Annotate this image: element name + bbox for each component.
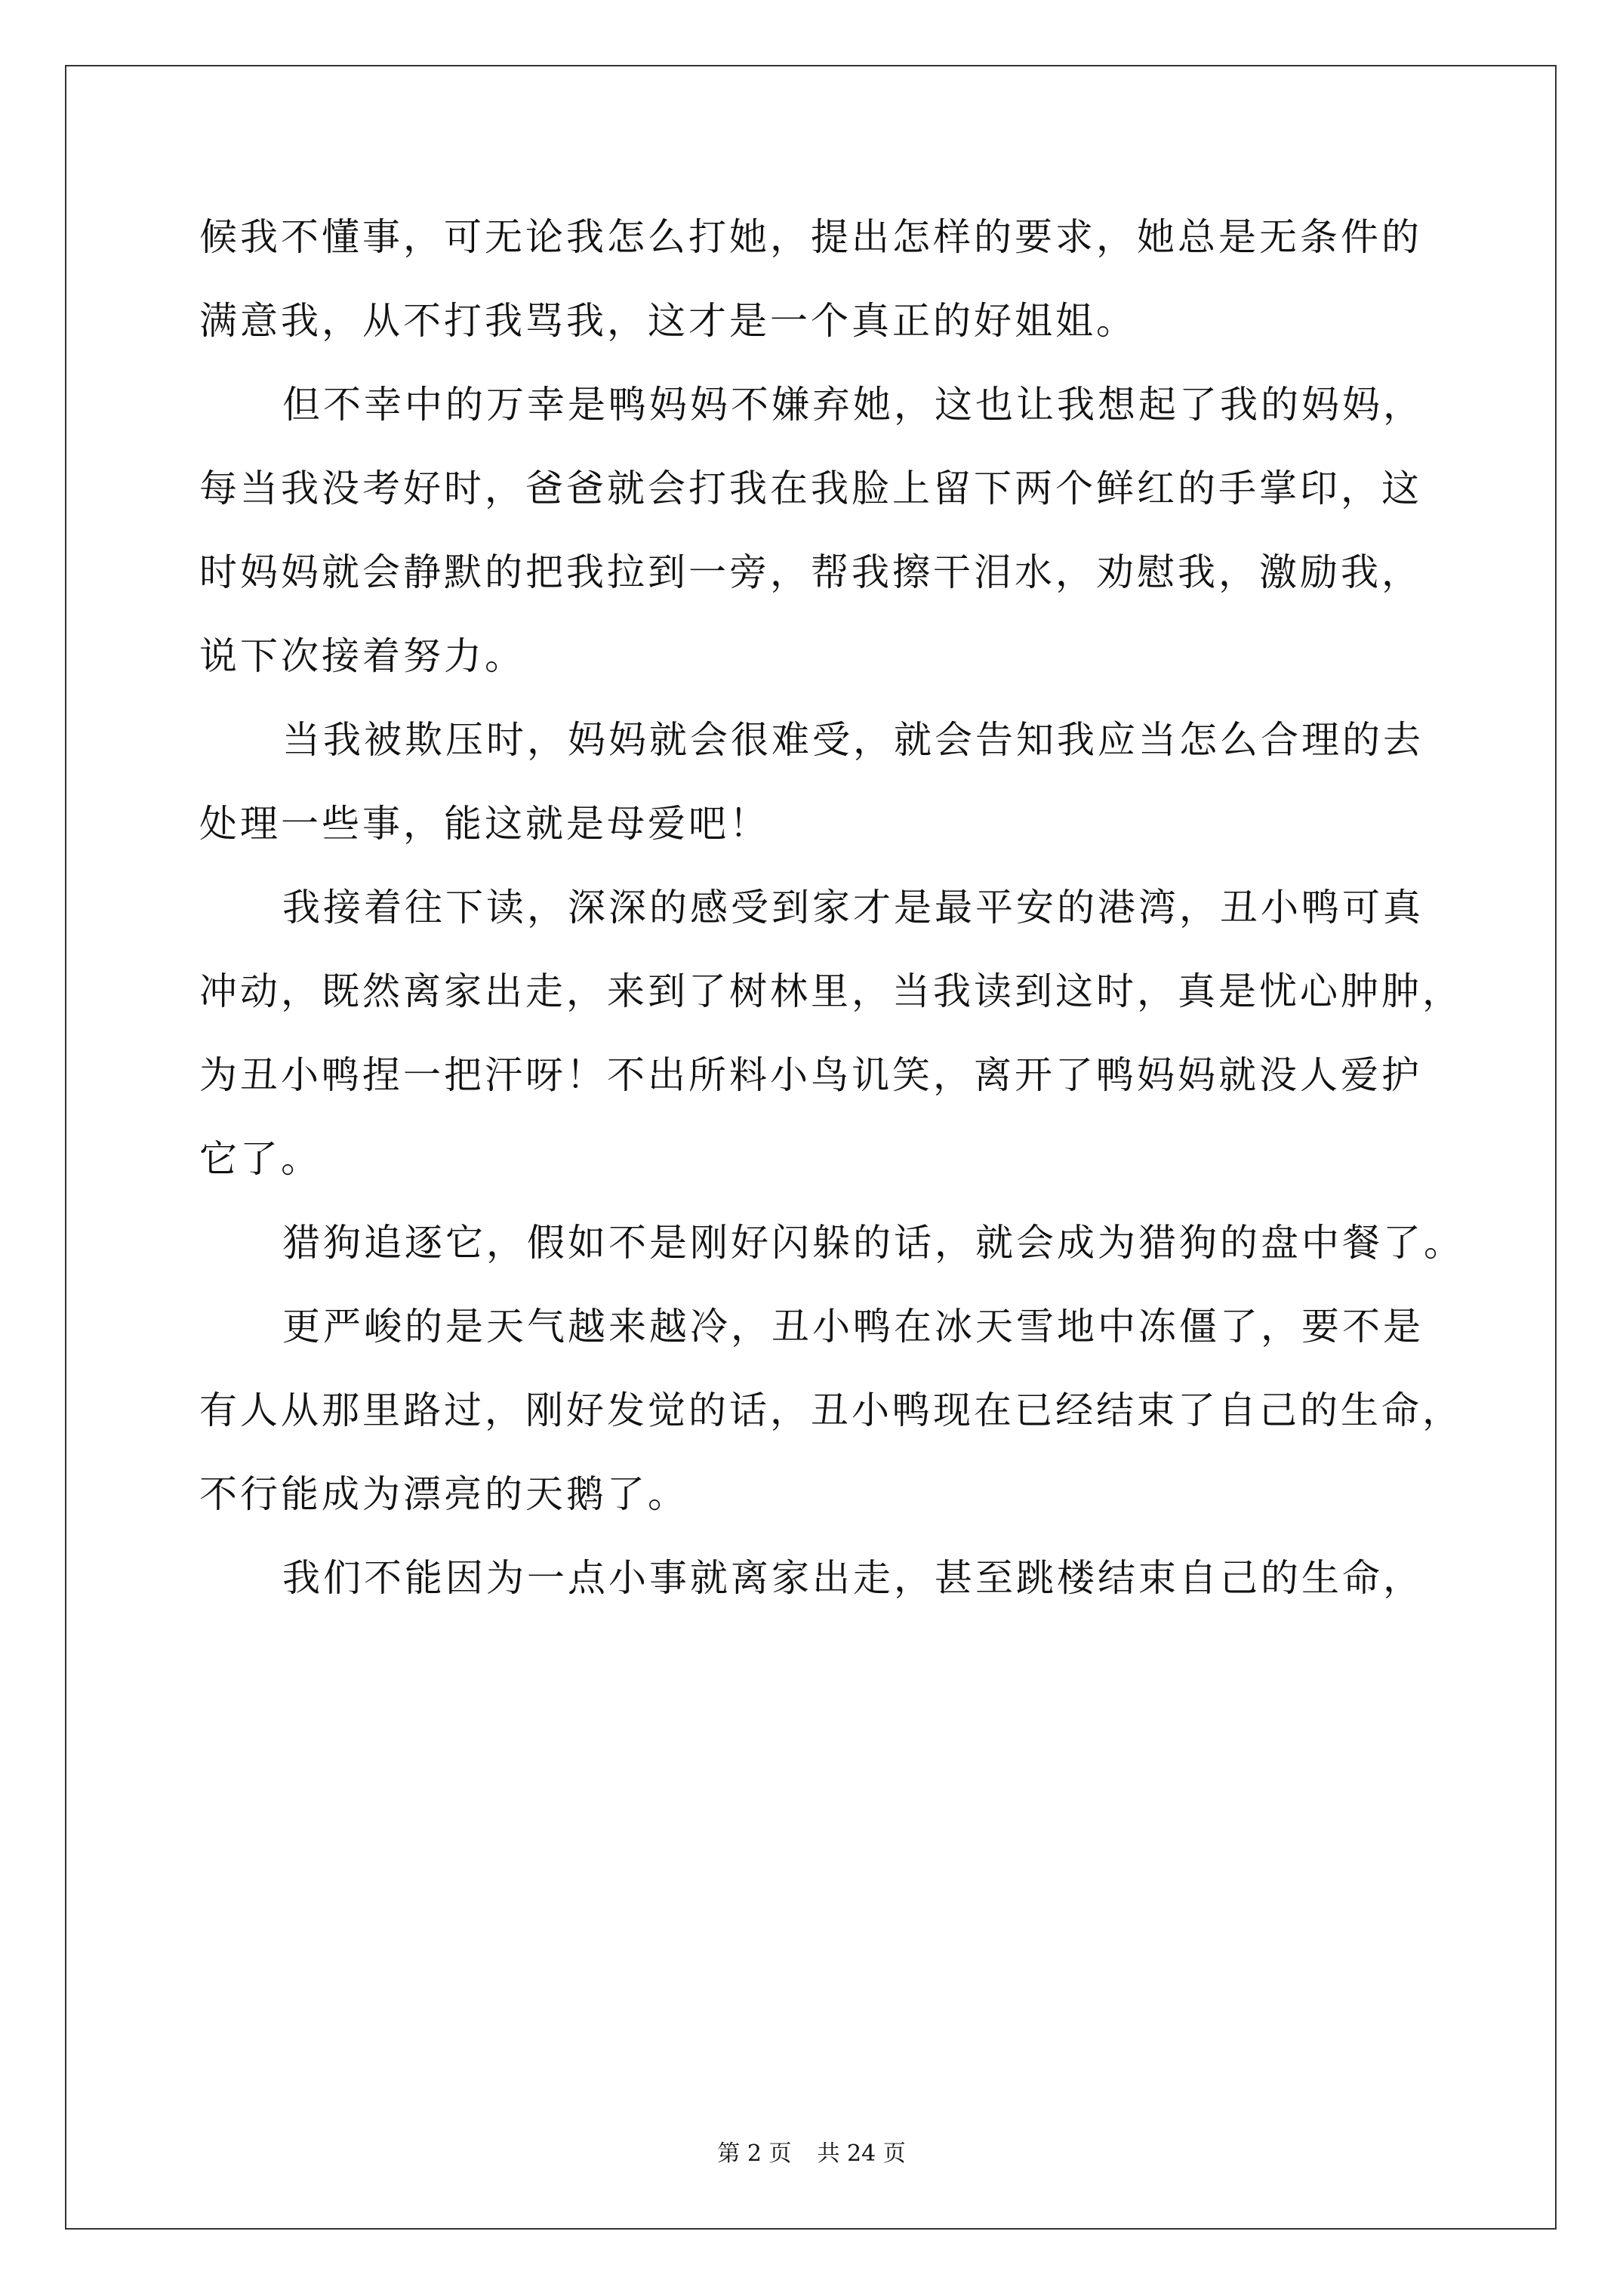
text-line: 每当我没考好时，爸爸就会打我在我脸上留下两个鲜红的手掌印，这 bbox=[199, 467, 1422, 510]
text-line: 候我不懂事，可无论我怎么打她，提出怎样的要求，她总是无条件的 bbox=[199, 215, 1422, 259]
text-line: 但不幸中的万幸是鸭妈妈不嫌弃她，这也让我想起了我的妈妈， bbox=[282, 383, 1424, 427]
text-line: 冲动，既然离家出走，来到了树林里，当我读到这时，真是忧心肿肿， bbox=[199, 969, 1463, 1013]
text-line: 满意我，从不打我骂我，这才是一个真正的好姐姐。 bbox=[199, 299, 1137, 343]
text-line: 它了。 bbox=[199, 1137, 322, 1181]
page-footer bbox=[0, 2140, 1623, 2168]
text-line: 猎狗追逐它，假如不是刚好闪躲的话，就会成为猎狗的盘中餐了。 bbox=[282, 1221, 1464, 1265]
text-line: 为丑小鸭捏一把汗呀！不出所料小鸟讥笑，离开了鸭妈妈就没人爱护 bbox=[199, 1053, 1422, 1097]
text-line: 当我被欺压时，妈妈就会很难受，就会告知我应当怎么合理的去 bbox=[282, 718, 1424, 762]
text-line: 我接着往下读，深深的感受到家才是最平安的港湾，丑小鸭可真 bbox=[282, 886, 1424, 929]
text-line: 处理一些事，能这就是母爱吧！ bbox=[199, 802, 770, 846]
text-line: 不行能成为漂亮的天鹅了。 bbox=[199, 1472, 688, 1516]
page-number: 第 2 页 bbox=[717, 2140, 792, 2167]
page-total: 共 24 页 bbox=[817, 2140, 906, 2167]
text-line: 时妈妈就会静默的把我拉到一旁，帮我擦干泪水，劝慰我，激励我， bbox=[199, 550, 1422, 594]
text-line: 有人从那里路过，刚好发觉的话，丑小鸭现在已经结束了自己的生命， bbox=[199, 1388, 1463, 1432]
text-line: 更严峻的是天气越来越冷，丑小鸭在冰天雪地中冻僵了，要不是 bbox=[282, 1305, 1424, 1348]
text-line: 我们不能因为一点小事就离家出走，甚至跳楼结束自己的生命， bbox=[282, 1556, 1424, 1600]
document-body bbox=[199, 214, 1464, 1639]
text-line: 说下次接着努力。 bbox=[199, 634, 525, 678]
